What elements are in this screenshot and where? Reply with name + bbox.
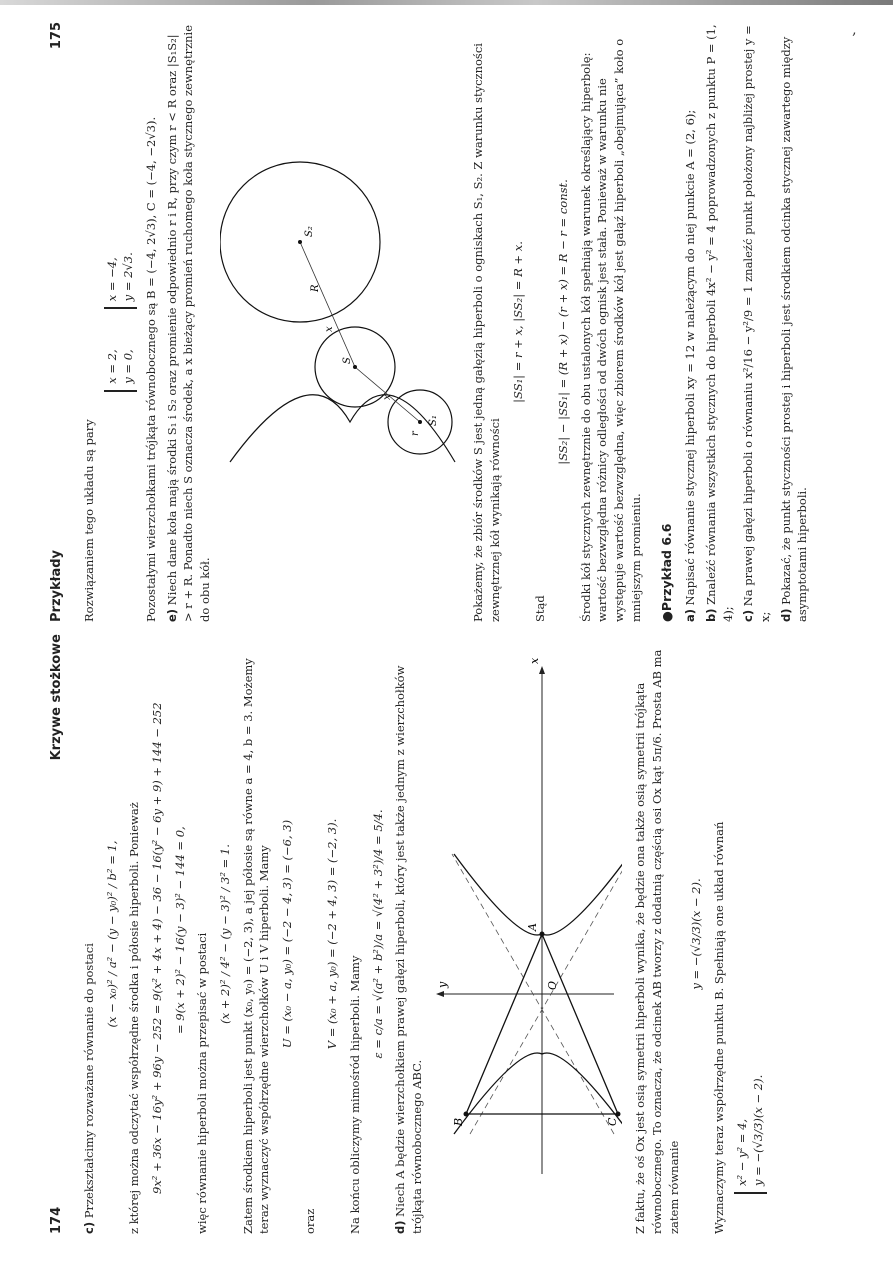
- item-d-text: Pokazać, że punkt styczności prostej i hiperboli jest środkiem odcinka stycznej zawartego między asymptotami hiperboli.: [778, 36, 810, 622]
- label-b: B: [451, 1117, 465, 1126]
- page-number-right: 175: [49, 22, 64, 50]
- solution-1-y: y = 0,: [121, 349, 136, 384]
- part-e-text: Niech dane koła mają środki S₁ i S₂ oraz promienie odpowiednio r i R, przy czym r < R oraz |S₁S₂| > r + R. Ponadto niech S oznacza środek, a x bieżący promień ruchomego koła stycznego zewnętrznie do obu kół.: [164, 24, 212, 622]
- system-brace: [734, 1075, 767, 1194]
- equation-distances: |SS₁| = r + x, |SS₂| = R + x.: [510, 241, 525, 403]
- solution-2-x: x = −4,: [104, 257, 119, 302]
- chapter-title: Krzywe stożkowe: [49, 634, 64, 761]
- part-d-text2: Z faktu, że oś Ox jest osią symetrii hiperboli wynika, że będzie ona także osią symetrii trójkąta równobocznego. To oznacza, że odcinek AB tworzy z dodatnią częścią osi Ox kąt 5π/6. Prosta AB ma zatem równanie: [633, 649, 681, 1234]
- example-title: ● Przykład 6.6: [658, 22, 676, 622]
- example-item-d: [778, 22, 811, 622]
- equation-line-ab: y = −(√3/3)(x − 2).: [689, 878, 704, 990]
- scan-mark: ‚: [852, 22, 857, 38]
- part-c-label: c): [81, 1221, 96, 1234]
- center-s1-dot: [418, 420, 422, 424]
- tangent-circles-svg: [220, 22, 460, 622]
- vertex-c-dot: [615, 1112, 620, 1117]
- page-174: [48, 634, 773, 1234]
- y-axis-label: y: [435, 981, 449, 988]
- equation-hyperbola: (x + 2)² / 4² − (y − 3)² / 3² = 1.: [217, 844, 232, 1024]
- page-175: [48, 22, 815, 622]
- part-c-text5: Na końcu obliczymy mimośród hiperboli. Mamy: [347, 955, 362, 1234]
- system-eq-1: x² − y² = 4,: [734, 1118, 749, 1186]
- center-s2-dot: [298, 240, 302, 244]
- item-a-label: a): [683, 608, 698, 622]
- label-big-r: R: [309, 284, 321, 292]
- label-s: S: [341, 357, 353, 364]
- label-s2: S₂: [303, 226, 315, 237]
- conclusion-text: Środki kół stycznych zewnętrznie do obu ustalonych kół spełniają warunek określający hiperbolę: wartość bezwzględna różnicy odległości od dwóch ognisk jest stała. Ponieważ w warunku nie występuje wartość bezwzględna, więc zbiorem środków kół jest gałąź hiperboli „obejmująca” koło o mniejszym promieniu.: [578, 38, 643, 622]
- solutions-intro: Rozwiązaniem tego układu są pary: [81, 419, 96, 622]
- equation-vertex-v: V = (x₀ + a, y₀) = (−2 + 4, 3) = (−2, 3).: [325, 818, 340, 1050]
- text-oraz: oraz: [302, 1208, 317, 1234]
- label-a: A: [525, 923, 539, 931]
- equation-eccentricity: ε = c/a = √(a² + b²)/a = √(4² + 3²)/4 = 5/4.: [370, 809, 385, 1059]
- solution-pair-1: [104, 349, 137, 391]
- hyperbola-triangle-figure: [432, 634, 627, 1234]
- part-d-intro: [392, 634, 425, 1234]
- x-axis-label: x: [527, 657, 541, 664]
- segment-s-s2: [300, 242, 355, 367]
- label-r: r: [409, 431, 421, 436]
- y-axis-arrow: [436, 991, 444, 997]
- part-d-text3: Wyznaczymy teraz współrzędne punktu B. Spełniają one układ równań: [711, 821, 726, 1234]
- label-c: C: [605, 1117, 619, 1126]
- example-items: [682, 22, 811, 622]
- part-c-intro: [81, 634, 98, 1234]
- part-d-text: Niech A będzie wierzchołkiem prawej gałęzi hiperboli, który jest także jednym z wierzchołków trójkąta równobocznego ABC.: [393, 665, 424, 1234]
- label-o: O: [545, 980, 559, 990]
- x-axis-arrow: [539, 666, 545, 674]
- solution-1-x: x = 2,: [104, 349, 119, 384]
- label-x-1: x: [381, 394, 393, 400]
- hyperbola-triangle-svg: [432, 634, 622, 1234]
- example-item-c: [740, 22, 773, 622]
- center-s-dot: [353, 365, 357, 369]
- item-c-text: Na prawej gałęzi hiperboli o równaniu x²/16 − y²/9 = 1 znaleźć punkt położony najbliżej prostej y = x;: [741, 25, 773, 622]
- item-d-label: d): [778, 608, 793, 622]
- system-of-equations: [734, 634, 767, 1194]
- part-e-intro: [164, 22, 214, 622]
- example-item-a: [682, 22, 699, 622]
- part-e-label: e): [164, 608, 179, 622]
- locus-text: Pokażemy, że zbiór środków S jest jedną gałęzią hiperboli o ogniskach S₁, S₂. Z warunku styczności zewnętrznej kół wynikają równości: [471, 43, 502, 622]
- page-header-left: [48, 634, 67, 1234]
- part-d-label: d): [393, 1220, 408, 1234]
- tangent-circles-figure: [220, 22, 465, 622]
- item-b-label: b): [704, 608, 719, 622]
- item-b-text: Znaleźć równania wszystkich stycznych do hiperboli 4x² − y² = 4 poprowadzonych z punktu P = (1, 4);: [704, 24, 735, 622]
- part-c-text4: Zatem środkiem hiperboli jest punkt (x₀, y₀) = (−2, 3), a jej półosie są równe a = 4, b = 3. Możemy teraz wyznaczyć współrzędne wierzchołków U i V hiperboli. Mamy: [240, 658, 272, 1234]
- equation-difference: |SS₂| − |SS₁| = (R + x) − (r + x) = R − r = const.: [555, 179, 570, 465]
- equation-canonical-form: (x − x₀)² / a² − (y − y₀)² / b² = 1,: [104, 840, 119, 1028]
- part-c-intro-text: Przekształcimy rozważane równanie do postaci: [81, 943, 96, 1219]
- equation-expansion-2: = 9(x + 2)² − 16(y − 3)² − 144 = 0,: [172, 826, 187, 1034]
- solution-pair-2: [104, 252, 137, 309]
- example-item-b: [703, 22, 736, 622]
- system-eq-2: y = −(√3/3)(x − 2).: [751, 1074, 766, 1186]
- vertex-a-dot: [539, 932, 544, 937]
- vertex-b-dot: [463, 1112, 468, 1117]
- equation-vertex-u: U = (x₀ − a, y₀) = (−2 − 4, 3) = (−6, 3): [279, 819, 294, 1049]
- part-c-text3: więc równanie hiperboli można przepisać w postaci: [195, 932, 210, 1234]
- item-a-text: Napisać równanie stycznej hiperboli xy = 12 w należącym do niej punkcie A = (2, 6);: [683, 109, 698, 606]
- page-number-left: 174: [49, 1206, 64, 1234]
- part-c-text2: z której można odczytać współrzędne środka i półosie hiperboli. Ponieważ: [127, 802, 142, 1234]
- equation-expansion-1: 9x² + 36x − 16y² + 96y − 252 = 9(x² + 4x + 4) − 36 − 16(y² − 6y + 9) + 144 − 252: [149, 702, 164, 1194]
- remaining-vertices-text: Pozostałymi wierzchołkami trójkąta równobocznego są B = (−4, 2√3), C = (−4, −2√3).: [143, 116, 158, 622]
- item-c-label: c): [741, 609, 756, 622]
- solution-pairs: [104, 22, 137, 622]
- section-title: Przykłady: [49, 549, 64, 622]
- text-stad: Stąd: [533, 595, 548, 622]
- page-header-right: [48, 22, 67, 622]
- solution-2-y: y = 2√3.: [121, 252, 136, 302]
- label-s1: S₁: [427, 415, 439, 426]
- label-x-2: x: [323, 326, 335, 332]
